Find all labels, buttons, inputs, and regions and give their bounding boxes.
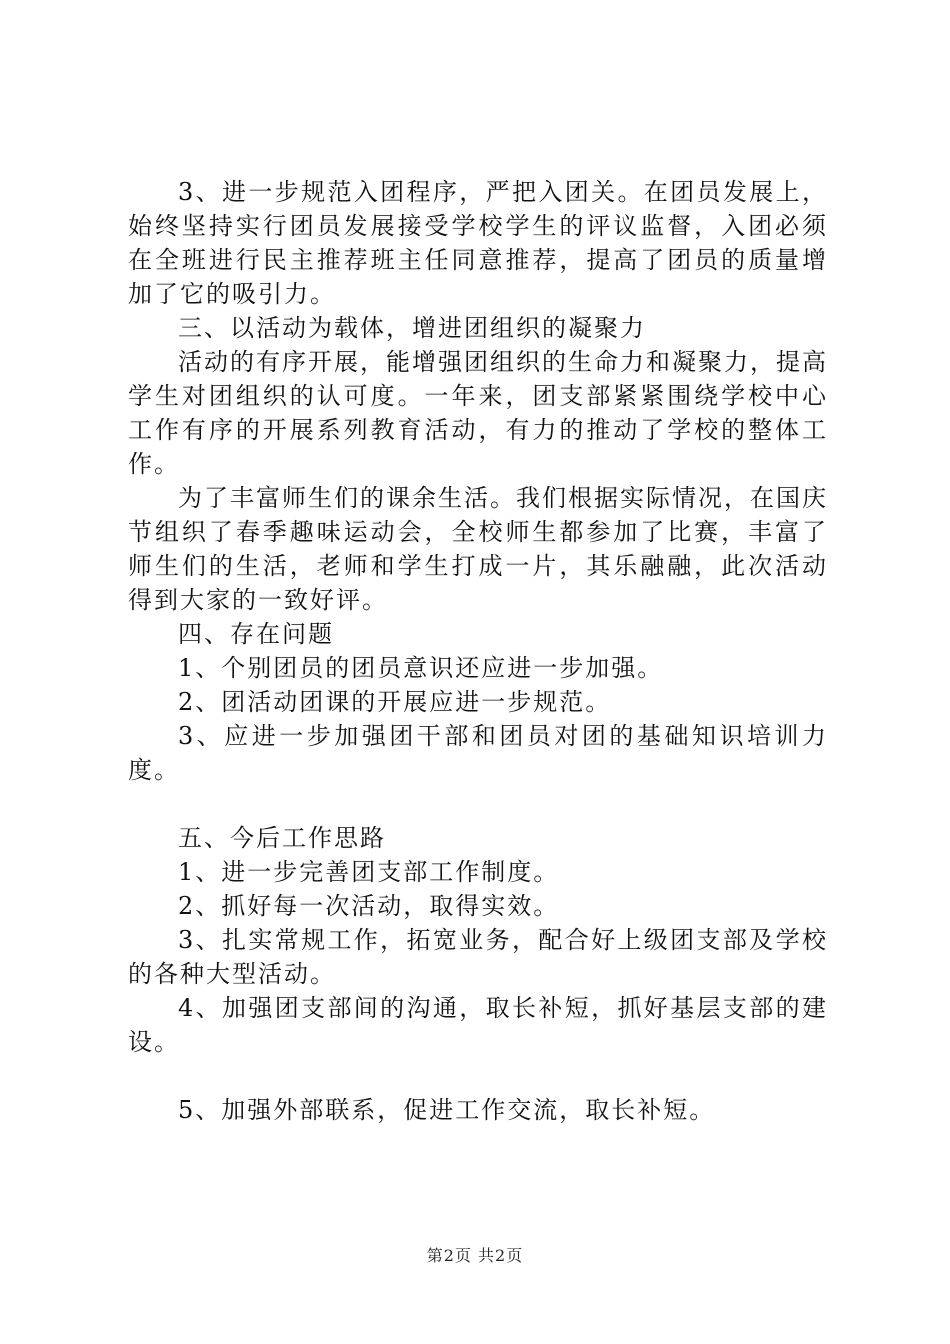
paragraph-spacer: [128, 787, 828, 821]
section-heading-future-plans: 五、今后工作思路: [178, 824, 386, 852]
list-item-problem-2: 2、团活动团课的开展应进一步规范。: [178, 688, 612, 716]
section-heading-activities: 三、以活动为载体，增进团组织的凝聚力: [178, 314, 646, 342]
list-item-plan-3: 3、扎实常规工作，拓宽业务，配合好上级团支部及学校的各种大型活动。: [128, 926, 828, 988]
paragraph-sports-meeting: 为了丰富师生们的课余生活。我们根据实际情况，在国庆节组织了春季趣味运动会，全校师生都参加了比赛，丰富了师生们的生活，老师和学生打成一片，其乐融融，此次活动得到大家的一致好评。: [128, 484, 828, 614]
paragraph-spacer: [128, 1059, 828, 1093]
section-heading-problems: 四、存在问题: [178, 620, 334, 648]
list-item-problem-3: 3、应进一步加强团干部和团员对团的基础知识培训力度。: [128, 722, 828, 784]
document-body: [128, 175, 828, 1127]
list-item-problem-1: 1、个别团员的团员意识还应进一步加强。: [178, 654, 664, 682]
list-item-plan-5: 5、加强外部联系，促进工作交流，取长补短。: [178, 1096, 716, 1124]
paragraph-entry-standards: 3、进一步规范入团程序，严把入团关。在团员发展上，始终坚持实行团员发展接受学校学生的评议监督，入团必须在全班进行民主推荐班主任同意推荐，提高了团员的质量增加了它的吸引力。: [128, 178, 828, 308]
paragraph-activities-intro: 活动的有序开展，能增强团组织的生命力和凝聚力，提高学生对团组织的认可度。一年来，团支部紧紧围绕学校中心工作有序的开展系列教育活动，有力的推动了学校的整体工作。: [128, 348, 828, 478]
list-item-plan-2: 2、抓好每一次活动，取得实效。: [178, 892, 560, 920]
page-number-footer: 第2页 共2页: [426, 1246, 524, 1265]
list-item-plan-1: 1、进一步完善团支部工作制度。: [178, 858, 560, 886]
list-item-plan-4: 4、加强团支部间的沟通，取长补短，抓好基层支部的建设。: [128, 994, 828, 1056]
